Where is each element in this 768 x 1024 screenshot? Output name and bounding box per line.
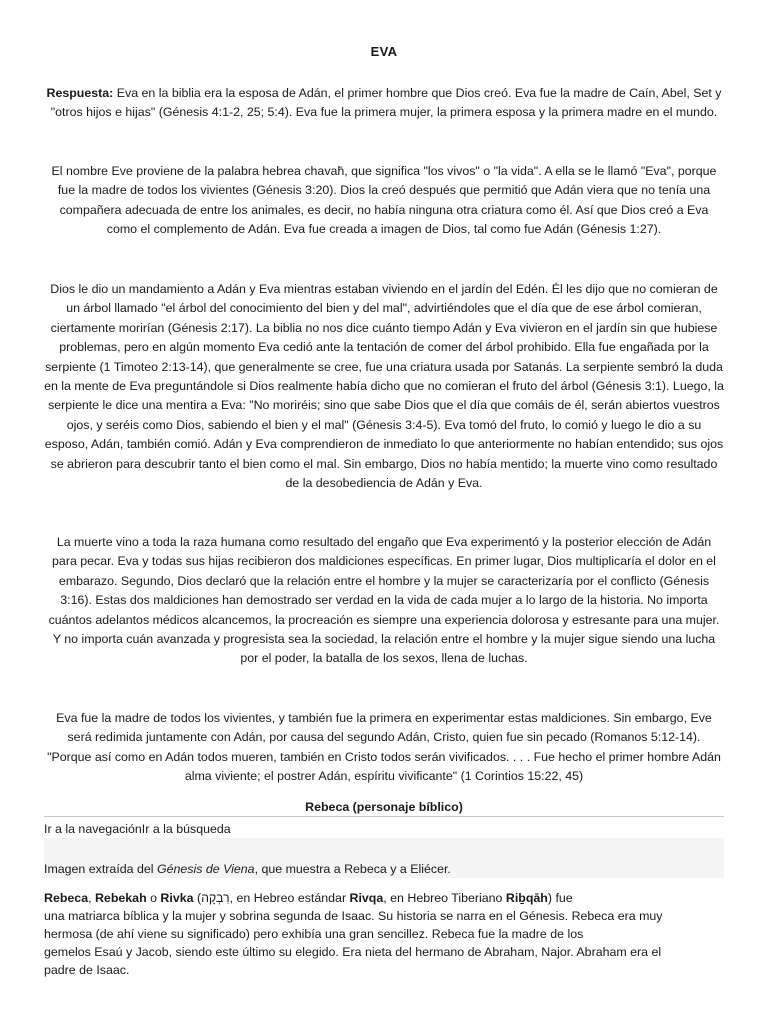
name-rebekah: Rebekah — [94, 891, 147, 905]
caption-emphasis: Génesis de Viena — [156, 862, 255, 876]
image-caption — [44, 860, 724, 878]
sep-6: ) fue — [547, 891, 573, 905]
intro-line-5: padre de Isaac. — [44, 963, 130, 977]
wiki-article-title — [44, 798, 724, 816]
intro-line-3: hermosa (de ahí viene su significado) pero exhibía una gran sencillez. Rebeca fue la madre de los — [44, 927, 584, 941]
sep-5: , en Hebreo Tiberiano — [383, 891, 506, 905]
title-divider — [44, 816, 724, 817]
paragraph-mandamiento: Dios le dio un mandamiento a Adán y Eva mientras estaban viviendo en el jardín del Edén. Él les dijo que no comieran de un árbol llamado "el árbol del conocimiento del bien y del mal", advirtiéndoles que el día que de ese árbol comieran, ciertamente morirían (Génesis 2:17). La biblia no nos dice cuánto tiempo Adán y Eva vivieron en el jardín sin que hubiese problemas, pero en algún momento Eva cedió ante la tentación de comer del árbol prohibido. Ella fue engañada por la serpiente (1 Timoteo 2:13-14), que generalmente se cree, fue una criatura usada por Satanás. La serpiente sembró la duda en la mente de Eva preguntándole si Dios realmente había dicho que no comieran el fruto del árbol (Génesis 3:1). Luego, la serpiente le dice una mentira a Eva: "No moriréis; sino que sabe Dios que el día que comáis de él, serán abiertos vuestros ojos, y seréis como Dios, sabiendo el bien y el mal" (Génesis 3:4-5). Eva tomó del fruto, lo comió y luego le dio a su esposo, Adán, también comió. Adán y Eva comprendieron de inmediato lo que anteriormente no habían entendido; sus ojos se abrieron para descubrir tanto el bien como el mal. Sin embargo, Dios no había mentido; la muerte vino como resultado de la desobediencia de Adán y Eva. — [44, 282, 724, 491]
wiki-intro-paragraph — [44, 889, 724, 979]
name-rivqa: Rivqa — [349, 891, 384, 905]
wiki-title-main: Rebeca — [305, 800, 350, 814]
caption-pre: Imagen extraída del — [44, 862, 157, 876]
respuesta-text: Eva en la biblia era la esposa de Adán, el primer hombre que Dios creó. Eva fue la madre de Caín, Abel, Set y "otros hijos e hijas" (Génesis 4:1-2, 25; 5:4). Eva fue la primera mujer, la primera esposa y la primera madre en el mundo. — [50, 86, 722, 120]
name-rivka: Rivka — [160, 891, 194, 905]
caption-post: , que muestra a Rebeca y a Eliécer. — [254, 862, 451, 876]
paragraph-respuesta — [44, 84, 724, 123]
document-title: EVA — [370, 44, 398, 59]
paragraph-redencion: Eva fue la madre de todos los vivientes, y también fue la primera en experimentar estas maldiciones. Sin embargo, Eve será redimida juntamente con Adán, por causa del segundo Adán, Cristo, quien fue sin pecado (Romanos 5:12-14). "Porque así como en Adán todos mueren, también en Cristo todos serán vivificados. . . . Fue hecho el primer hombre Adán alma viviente; el postrer Adán, espíritu vivificante" (1 Corintios 15:22, 45) — [47, 711, 721, 784]
hebrew-name: רִבְקָה — [201, 891, 230, 905]
name-tiberiano: Riḇqāh — [505, 891, 548, 905]
sep-4: , en Hebreo estándar — [229, 891, 350, 905]
intro-line-4: gemelos Esaú y Jacob, siendo este último su elegido. Era nieta del hermano de Abraham, Najor. Abraham era el — [44, 945, 662, 959]
intro-line-2: una matriarca bíblica y la mujer y sobrina segunda de Isaac. Su historia se narra en el Génesis. Rebeca era muy — [44, 909, 663, 923]
intro-line-1 — [44, 889, 724, 907]
respuesta-label: Respuesta: — [46, 86, 114, 100]
sep-3: ( — [193, 891, 202, 905]
navigation-links[interactable]: Ir a la navegaciónIr a la búsqueda — [44, 822, 231, 836]
paragraph-nombre-eva: El nombre Eve proviene de la palabra hebrea chavah̄, que significa "los vivos" o "la vida". A ella se le llamó "Eva", porque fue la madre de todos los vivientes (Génesis 3:20). Dios la creó después que permitió que Adán viera que no tenía una compañera adecuada de entre los animales, es decir, no había ninguna otra criatura como él. Así que Dios creó a Eva como el complemento de Adán. Eva fue creada a imagen de Dios, tal como fue Adán (Génesis 1:27). — [51, 164, 717, 237]
name-rebeca: Rebeca — [44, 891, 89, 905]
wiki-title-suffix: (personaje bíblico) — [349, 800, 463, 814]
sep-2: o — [146, 891, 161, 905]
paragraph-maldiciones: La muerte vino a toda la raza humana como resultado del engaño que Eva experimentó y la posterior elección de Adán para pecar. Eva y todas sus hijas recibieron dos maldiciones específicas. En primer lugar, Dios multiplicaría el dolor en el embarazo. Segundo, Dios declaró que la relación entre el hombre y la mujer se caracterizaría por el conflicto (Génesis 3:16). Estas dos maldiciones han demostrado ser verdad en la vida de cada mujer a lo largo de la historia. No importa cuántos adelantos médicos alcancemos, la procreación es siempre una experiencia dolorosa y estresante para una mujer. Y no importa cuán avanzada y progresista sea la sociedad, la relación entre el hombre y la mujer sigue siendo una lucha por el poder, la batalla de los sexos, llena de luchas. — [48, 535, 720, 666]
sep-1: , — [88, 891, 95, 905]
